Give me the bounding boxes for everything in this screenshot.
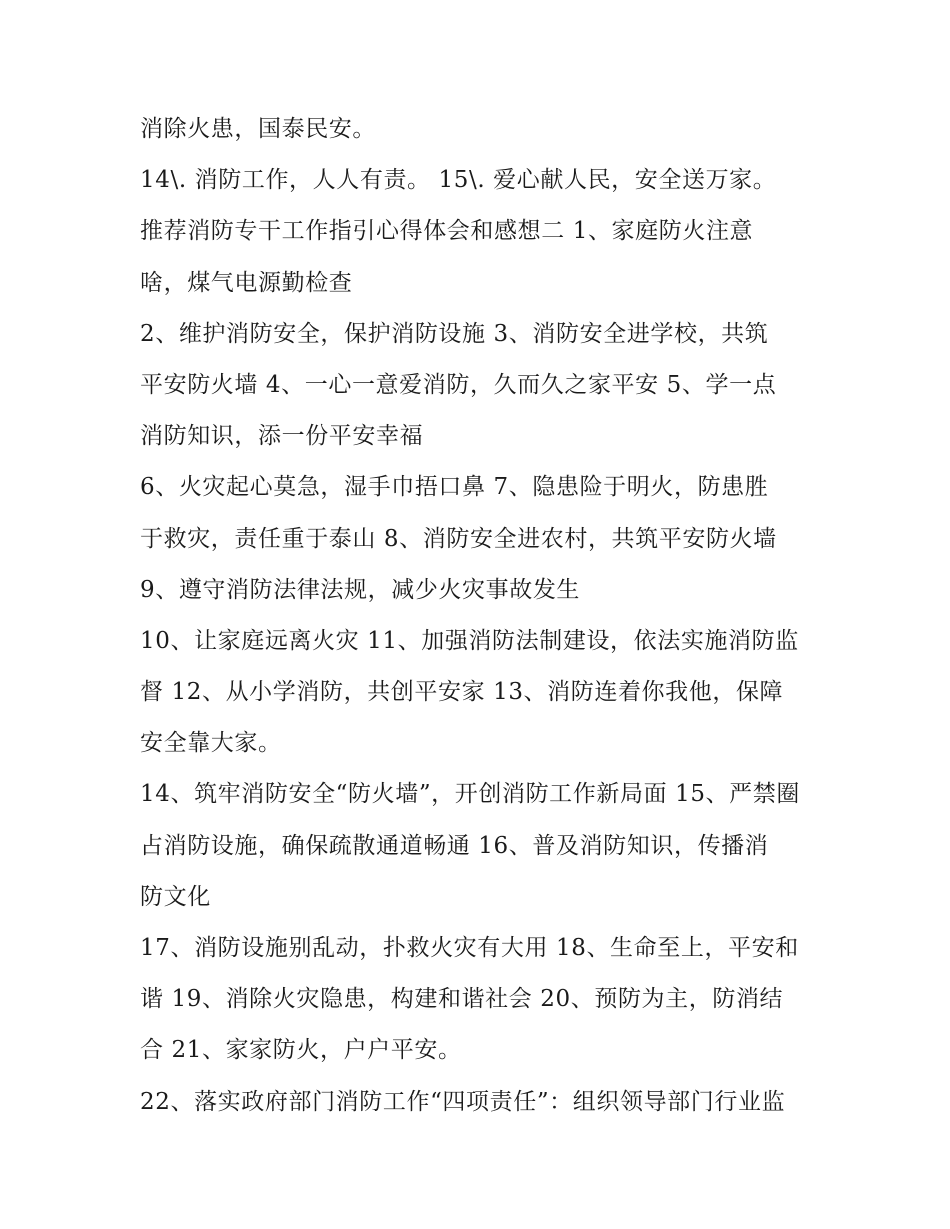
text-line: 安全靠大家。 xyxy=(140,730,282,757)
text-line: 14\. 消防工作，人人有责。 15\. 爱心献人民，安全送万家。 xyxy=(140,167,777,194)
text-line: 平安防火墙 4、一心一意爱消防，久而久之家平安 5、学一点 xyxy=(140,371,777,398)
text-line: 10、让家庭远离火灾 11、加强消防法制建设，依法实施消防监 xyxy=(140,627,799,654)
text-line: 占消防设施，确保疏散通道畅通 16、普及消防知识，传播消 xyxy=(140,832,769,859)
text-line: 推荐消防专干工作指引心得体会和感想二 1、家庭防火注意 xyxy=(140,218,754,245)
text-line: 督 12、从小学消防，共创平安家 13、消防连着你我他，保障 xyxy=(140,679,784,706)
text-line: 22、落实政府部门消防工作“四项责任”：组织领导部门行业监 xyxy=(140,1088,786,1115)
body-text xyxy=(140,104,812,1128)
text-line: 9、遵守消防法律法规，减少火灾事故发生 xyxy=(140,576,581,603)
text-line: 17、消防设施别乱动，扑救火灾有大用 18、生命至上，平安和 xyxy=(140,935,799,961)
text-line: 啥，煤气电源勤检查 xyxy=(140,269,353,296)
text-line: 14、筑牢消防安全“防火墙”，开创消防工作新局面 15、严禁圈 xyxy=(140,781,800,808)
text-line: 于救灾，责任重于泰山 8、消防安全进农村，共筑平安防火墙 xyxy=(140,525,777,552)
text-line: 6、火灾起心莫急，湿手巾捂口鼻 7、隐患险于明火，防患胜 xyxy=(140,474,769,501)
text-line: 谐 19、消除火灾隐患，构建和谐社会 20、预防为主，防消结 xyxy=(140,986,784,1013)
text-line: 防文化 xyxy=(140,883,211,910)
text-line: 消除火患，国泰民安。 xyxy=(140,116,376,142)
text-line: 消防知识，添一份平安幸福 xyxy=(140,423,424,450)
text-line: 合 21、家家防火，户户平安。 xyxy=(140,1037,462,1064)
text-line: 2、维护消防安全，保护消防设施 3、消防安全进学校，共筑 xyxy=(140,320,769,347)
